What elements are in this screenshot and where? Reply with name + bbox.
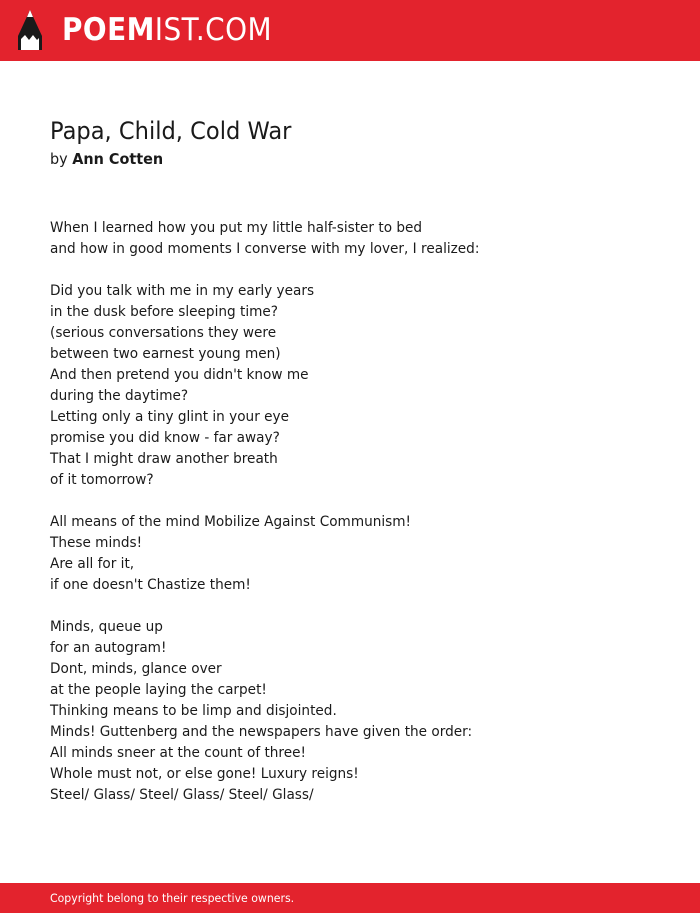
byline <box>50 149 163 169</box>
poem-line: When I learned how you put my little half-sister to bed <box>50 220 423 236</box>
poem-line: of it tomorrow? <box>50 472 154 488</box>
pencil-icon <box>17 9 43 51</box>
poem-line: And then pretend you didn't know me <box>50 367 309 383</box>
poem-line: Dont, minds, glance over <box>50 661 222 677</box>
poem-body <box>50 218 479 827</box>
poem-line: between two earnest young men) <box>50 346 281 362</box>
poem-line: These minds! <box>50 535 143 551</box>
poem-line: All minds sneer at the count of three! <box>50 745 306 761</box>
stanza-4 <box>50 617 479 806</box>
site-header <box>0 0 700 61</box>
poem-line: Are all for it, <box>50 556 135 572</box>
by-label: by <box>50 150 68 168</box>
stanza-3 <box>50 512 479 596</box>
stanza-2 <box>50 281 479 491</box>
poem-line: and how in good moments I converse with my lover, I realized: <box>50 241 480 257</box>
poem-line: Steel/ Glass/ Steel/ Glass/ Steel/ Glass/ <box>50 787 314 803</box>
site-footer <box>0 883 700 913</box>
poem-line: (serious conversations they were <box>50 325 277 341</box>
poem-line: Thinking means to be limp and disjointed. <box>50 703 337 719</box>
poem-line: for an autogram! <box>50 640 167 656</box>
poem-line: in the dusk before sleeping time? <box>50 304 279 320</box>
author-name: Ann Cotten <box>72 150 164 168</box>
stanza-1 <box>50 218 479 260</box>
poem-line: if one doesn't Chastize them! <box>50 577 251 593</box>
poem-title: Papa, Child, Cold War <box>50 117 292 145</box>
copyright-text: Copyright belong to their respective owners. <box>50 891 295 905</box>
poem-line: at the people laying the carpet! <box>50 682 267 698</box>
logo-bold-text: POEM <box>62 12 155 48</box>
poem-line: All means of the mind Mobilize Against Communism! <box>50 514 412 530</box>
poem-line: Did you talk with me in my early years <box>50 283 315 299</box>
site-logo[interactable] <box>62 12 272 48</box>
poem-line: Letting only a tiny glint in your eye <box>50 409 289 425</box>
poem-line: Whole must not, or else gone! Luxury reigns! <box>50 766 359 782</box>
logo-thin-text: IST.COM <box>154 12 273 48</box>
poem-line: Minds! Guttenberg and the newspapers have given the order: <box>50 724 473 740</box>
poem-line: during the daytime? <box>50 388 189 404</box>
poem-line: Minds, queue up <box>50 619 163 635</box>
poem-line: promise you did know - far away? <box>50 430 280 446</box>
poem-line: That I might draw another breath <box>50 451 278 467</box>
